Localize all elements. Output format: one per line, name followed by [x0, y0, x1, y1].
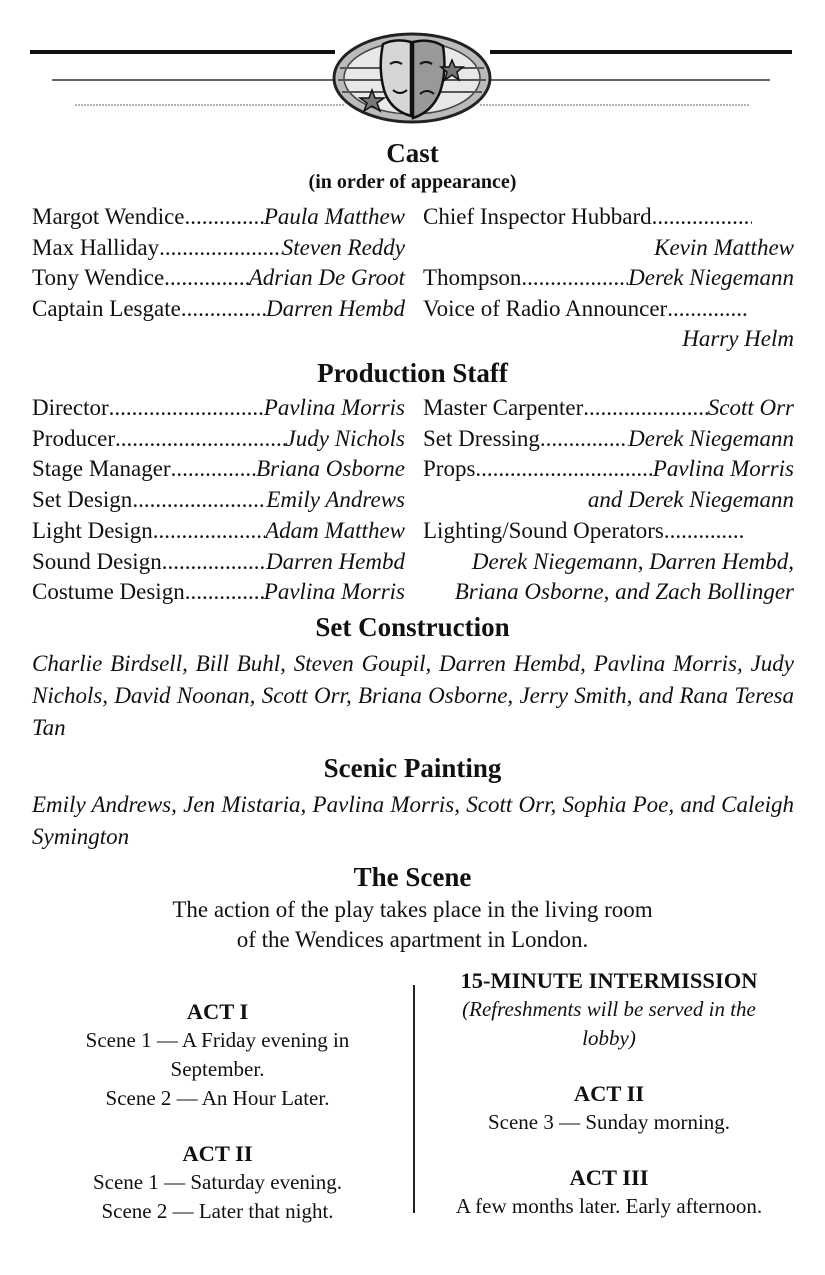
- act-2-scene-2: Scene 2 — Later that night.: [101, 1199, 334, 1223]
- scene-line-1: The action of the play takes place in the living room: [172, 897, 653, 922]
- staff-entry-continued: and Derek Niegemann: [587, 487, 794, 513]
- cast-entry: Max Halliday ..... Steven Reddy: [32, 233, 405, 264]
- staff-entry: Lighting/Sound Operators .....: [423, 516, 794, 547]
- staff-entry-continued: Briana Osborne, and Zach Bollinger: [454, 579, 794, 605]
- act-3-heading: ACT III: [569, 1165, 649, 1190]
- act-1-heading: ACT I: [186, 999, 249, 1024]
- staff-entry: Props ..... Pavlina Morris: [423, 454, 794, 485]
- theatre-masks-icon: [334, 34, 490, 122]
- refreshments-note-cont: lobby): [582, 1026, 636, 1050]
- cast-entry-name: Harry Helm: [682, 326, 794, 351]
- staff-entry: Stage Manager ..... Briana Osborne: [32, 454, 405, 485]
- cast-entry: Voice of Radio Announcer .....: [423, 294, 794, 325]
- staff-entry: Light Design ..... Adam Matthew: [32, 516, 405, 547]
- act-2-cont-heading: ACT II: [573, 1081, 645, 1106]
- act-3-line: A few months later. Early afternoon.: [455, 1194, 763, 1218]
- painting-names: Emily Andrews, Jen Mistaria, Pavlina Morris, Scott Orr, Sophia Poe, and Caleigh Symington: [32, 792, 794, 849]
- cast-entry: Margot Wendice ..... Paula Matthew: [32, 202, 405, 233]
- construction-title: Set Construction: [315, 612, 510, 642]
- staff-entry: Master Carpenter ..... Scott Orr: [423, 393, 794, 424]
- staff-entry: Sound Design ..... Darren Hembd: [32, 547, 405, 578]
- staff-entry: Costume Design ..... Pavlina Morris: [32, 577, 405, 608]
- act-2-heading: ACT II: [182, 1141, 253, 1166]
- act-1-scene-1: Scene 1 — A Friday evening in: [85, 1028, 350, 1052]
- staff-list-left: [32, 393, 405, 608]
- cast-title: Cast: [386, 138, 439, 168]
- cast-entry: Captain Lesgate ..... Darren Hembd: [32, 294, 405, 325]
- staff-entry: Producer ..... Judy Nichols: [32, 424, 405, 455]
- scene-title: The Scene: [353, 862, 472, 892]
- staff-title: Production Staff: [317, 358, 508, 388]
- cast-list-right: [423, 202, 794, 355]
- cast-list-left: [32, 202, 405, 324]
- cast-subtitle: (in order of appearance): [308, 171, 517, 193]
- column-divider: [413, 985, 415, 1213]
- staff-entry: Set Design ..... Emily Andrews: [32, 485, 405, 516]
- schedule-left: [30, 997, 405, 1226]
- cast-entry-name: Kevin Matthew: [654, 234, 794, 260]
- painting-title: Scenic Painting: [323, 753, 502, 783]
- act-1-scene-1-cont: September.: [170, 1057, 265, 1081]
- act-1-scene-2: Scene 2 — An Hour Later.: [105, 1086, 330, 1110]
- cast-entry: Chief Inspector Hubbard .....: [423, 202, 794, 233]
- construction-names: Charlie Birdsell, Bill Buhl, Steven Goupil, Darren Hembd, Pavlina Morris, Judy Nichols, David Noonan, Scott Orr, Briana Osborne, Jerry Smith, and Rana Teresa Tan: [32, 651, 794, 740]
- intermission-heading: 15-MINUTE INTERMISSION: [460, 968, 758, 993]
- staff-entry-continued: Derek Niegemann, Darren Hembd,: [471, 548, 794, 574]
- refreshments-note: (Refreshments will be served in the: [462, 997, 756, 1021]
- act-2-scene-1: Scene 1 — Saturday evening.: [92, 1170, 343, 1194]
- scene-line-2: of the Wendices apartment in London.: [236, 927, 589, 952]
- staff-list-right: [423, 393, 794, 608]
- header-ornament: [0, 30, 825, 140]
- staff-entry: Set Dressing ..... Derek Niegemann: [423, 424, 794, 455]
- act-2-scene-3: Scene 3 — Sunday morning.: [487, 1110, 731, 1134]
- cast-entry: Thompson ..... Derek Niegemann: [423, 263, 794, 294]
- cast-entry: Tony Wendice ..... Adrian De Groot: [32, 263, 405, 294]
- staff-entry: Director ..... Pavlina Morris: [32, 393, 405, 424]
- schedule-right: [420, 966, 798, 1221]
